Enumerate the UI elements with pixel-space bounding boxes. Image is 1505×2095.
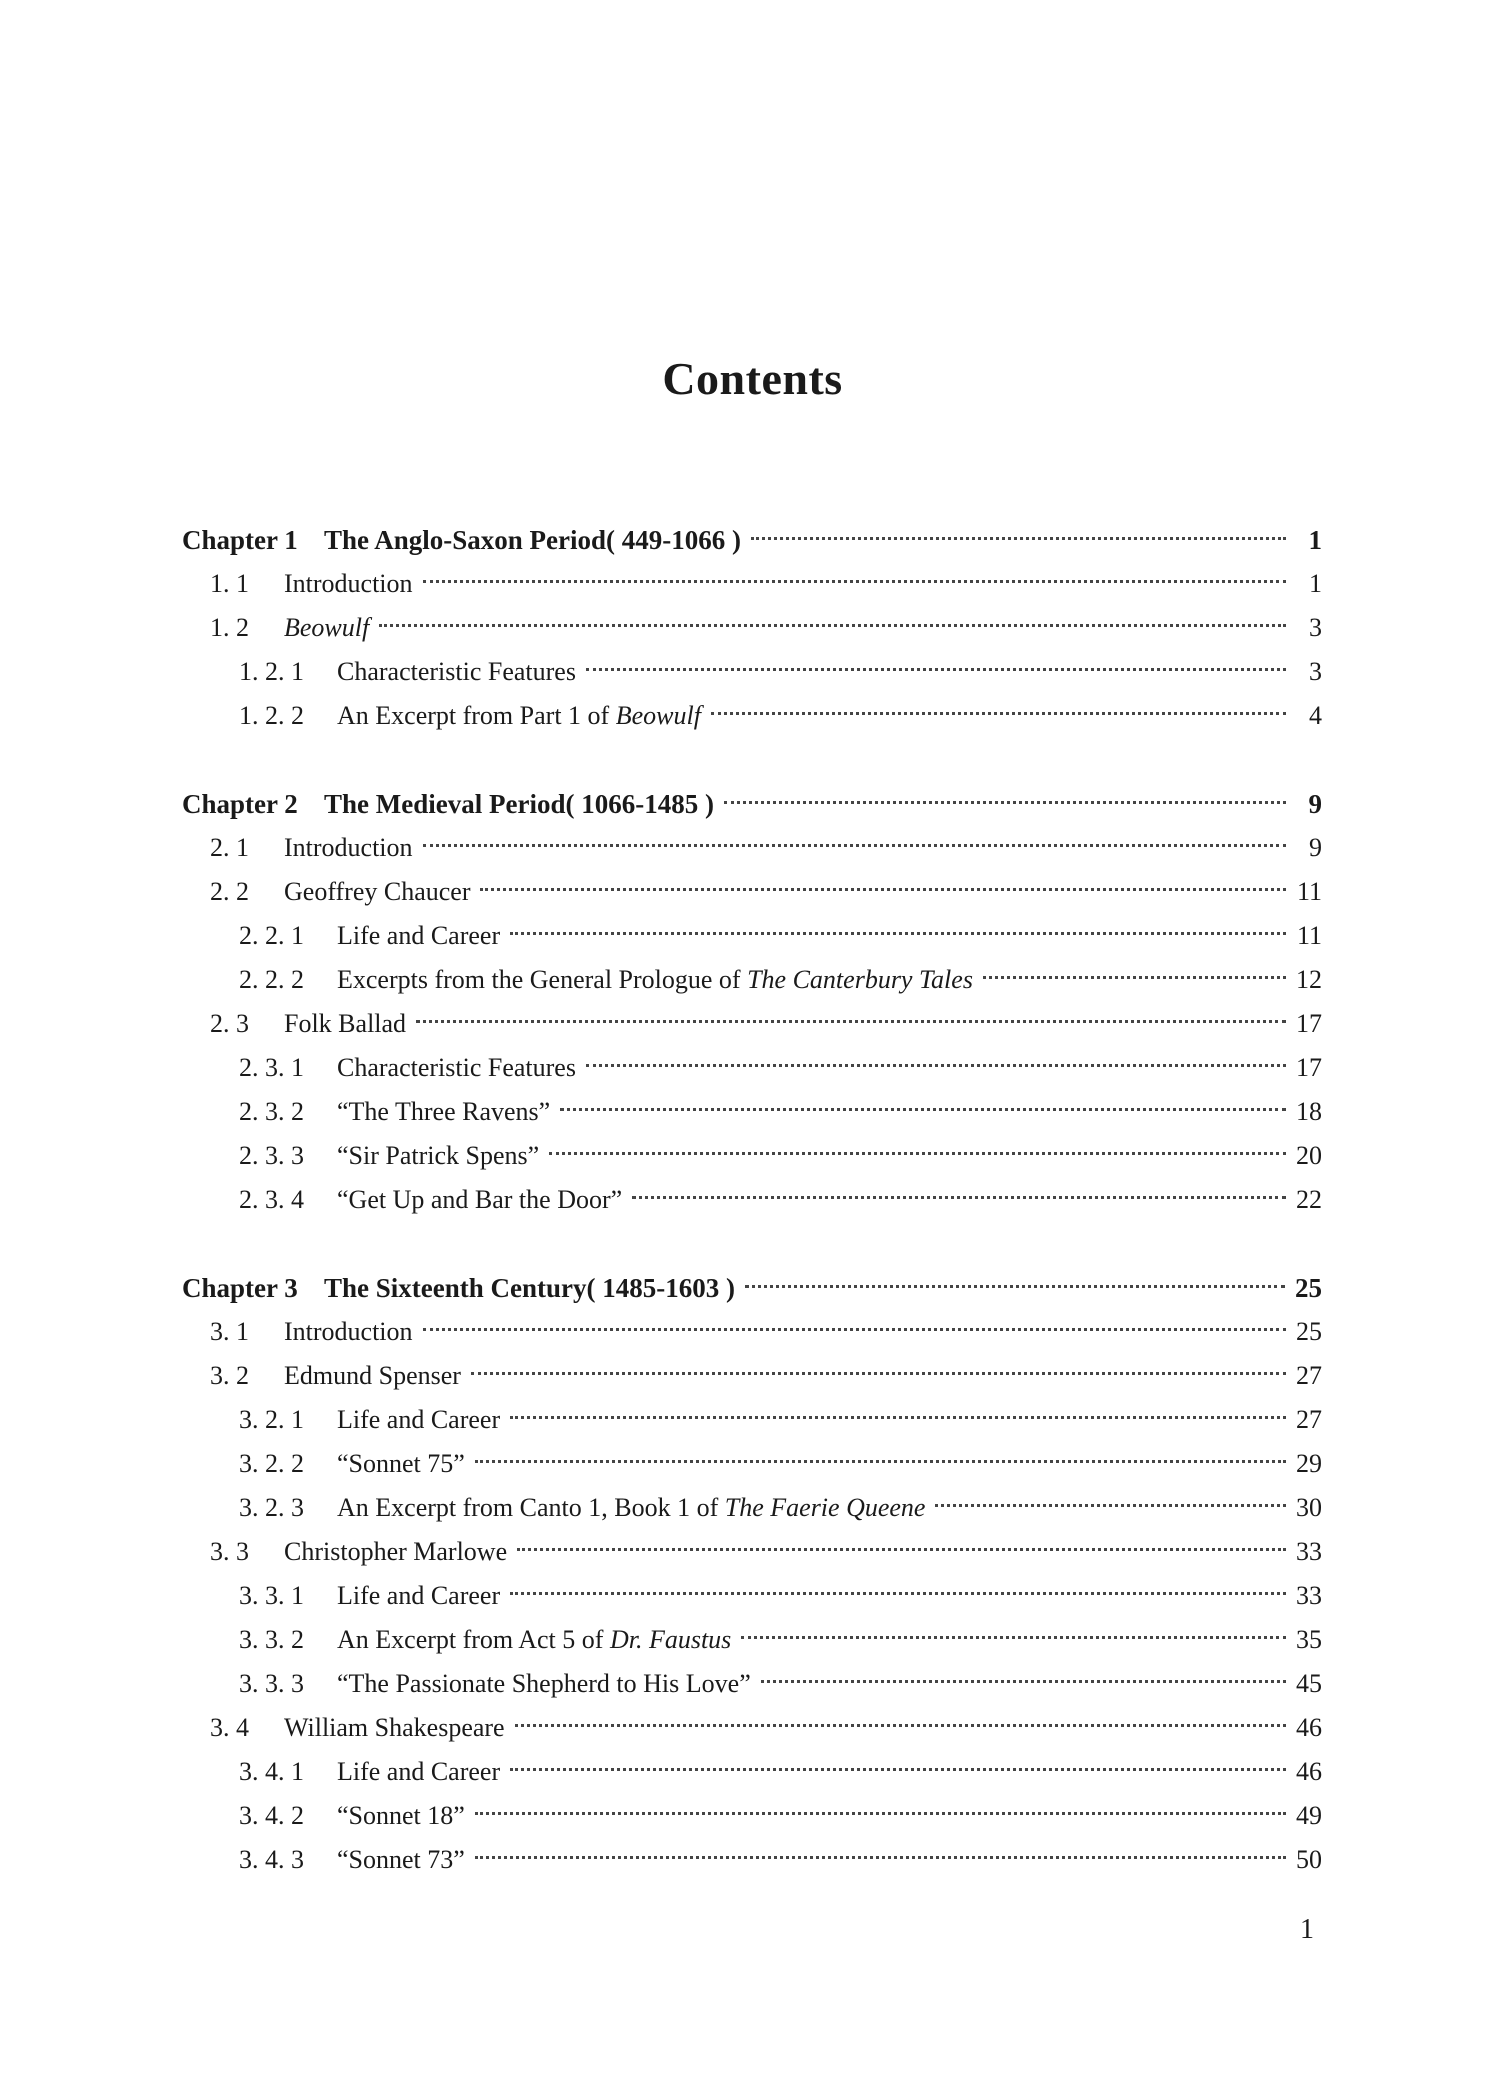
entry-title bbox=[256, 1706, 505, 1750]
entry-title bbox=[309, 1662, 751, 1706]
chapter-number: Chapter 2 bbox=[182, 789, 298, 819]
entry-page: 12 bbox=[1296, 965, 1322, 994]
chapter-page: 25 bbox=[1295, 1273, 1322, 1303]
entry-page: 3 bbox=[1309, 657, 1322, 686]
entry-page: 49 bbox=[1296, 1801, 1322, 1830]
dot-leader bbox=[510, 1768, 1286, 1771]
entry-number: 1. 1 bbox=[210, 569, 249, 598]
entry-label: “Sonnet 73” bbox=[337, 1845, 465, 1874]
entry-label: Life and Career bbox=[337, 921, 501, 950]
entry-page: 45 bbox=[1296, 1669, 1322, 1698]
dot-leader bbox=[761, 1680, 1286, 1683]
entry-page: 50 bbox=[1296, 1845, 1322, 1874]
subsection-entry bbox=[182, 1134, 1322, 1178]
chapter-heading bbox=[182, 782, 1322, 826]
entry-title bbox=[309, 1574, 500, 1618]
entry-title bbox=[309, 1134, 539, 1178]
subsection-entry bbox=[182, 1398, 1322, 1442]
section-entry bbox=[182, 1530, 1322, 1574]
dot-leader bbox=[711, 712, 1286, 715]
dot-leader bbox=[416, 1020, 1286, 1023]
entry-page: 4 bbox=[1309, 701, 1322, 730]
entry-label: Folk Ballad bbox=[284, 1009, 407, 1038]
entry-title bbox=[309, 1398, 500, 1442]
dot-leader bbox=[745, 1285, 1285, 1288]
dot-leader bbox=[741, 1636, 1286, 1639]
entry-label: Introduction bbox=[284, 1317, 413, 1346]
entry-title bbox=[309, 1838, 465, 1882]
entry-title bbox=[309, 1442, 465, 1486]
subsection-entry bbox=[182, 694, 1322, 738]
section-entry bbox=[182, 870, 1322, 914]
entry-label: Characteristic Features bbox=[337, 1053, 576, 1082]
entry-label: Geoffrey Chaucer bbox=[284, 877, 471, 906]
dot-leader bbox=[475, 1812, 1286, 1815]
entry-number: 3. 4. 1 bbox=[239, 1757, 304, 1786]
dot-leader bbox=[586, 668, 1286, 671]
dot-leader bbox=[586, 1064, 1286, 1067]
entry-label: “The Three Ravens” bbox=[337, 1097, 551, 1126]
subsection-entry bbox=[182, 1442, 1322, 1486]
page-number: 1 bbox=[1300, 1914, 1314, 1945]
dot-leader bbox=[510, 932, 1286, 935]
entry-title bbox=[256, 1354, 461, 1398]
dot-leader bbox=[510, 1592, 1286, 1595]
entry-title bbox=[256, 1530, 507, 1574]
dot-leader bbox=[549, 1152, 1286, 1155]
entry-title bbox=[309, 1794, 465, 1838]
entry-title bbox=[309, 1090, 550, 1134]
chapter-page: 9 bbox=[1308, 789, 1322, 819]
subsection-entry bbox=[182, 1838, 1322, 1882]
entry-title bbox=[309, 1618, 731, 1662]
chapter-title: The Anglo-Saxon Period( 449-1066 ) bbox=[324, 525, 742, 555]
subsection-entry bbox=[182, 1090, 1322, 1134]
entry-number: 3. 2 bbox=[210, 1361, 249, 1390]
subsection-entry bbox=[182, 958, 1322, 1002]
chapter-title: The Medieval Period( 1066-1485 ) bbox=[324, 789, 714, 819]
entry-number: 3. 3. 2 bbox=[239, 1625, 304, 1654]
section-entry bbox=[182, 1310, 1322, 1354]
entry-page: 25 bbox=[1296, 1317, 1322, 1346]
entry-page: 35 bbox=[1296, 1625, 1322, 1654]
entry-number: 2. 3. 2 bbox=[239, 1097, 304, 1126]
chapter-heading bbox=[182, 1266, 1322, 1310]
entry-label: Life and Career bbox=[337, 1757, 501, 1786]
entry-number: 3. 4 bbox=[210, 1713, 249, 1742]
dot-leader bbox=[423, 844, 1286, 847]
entry-title bbox=[309, 1178, 622, 1222]
entry-title bbox=[309, 694, 701, 738]
entry-number: 2. 2. 1 bbox=[239, 921, 304, 950]
subsection-entry bbox=[182, 1662, 1322, 1706]
section-entry bbox=[182, 606, 1322, 650]
entry-label: “Sonnet 18” bbox=[337, 1801, 465, 1830]
subsection-entry bbox=[182, 1486, 1322, 1530]
entry-number: 3. 2. 3 bbox=[239, 1493, 304, 1522]
dot-leader bbox=[517, 1548, 1286, 1551]
subsection-entry bbox=[182, 1750, 1322, 1794]
subsection-entry bbox=[182, 1794, 1322, 1838]
entry-page: 33 bbox=[1296, 1581, 1322, 1610]
section-entry bbox=[182, 1706, 1322, 1750]
chapter-heading bbox=[182, 518, 1322, 562]
entry-page: 17 bbox=[1296, 1009, 1322, 1038]
entry-number: 3. 3 bbox=[210, 1537, 249, 1566]
dot-leader bbox=[935, 1504, 1286, 1507]
entry-number: 3. 1 bbox=[210, 1317, 249, 1346]
entry-page: 9 bbox=[1309, 833, 1322, 862]
entry-number: 3. 4. 3 bbox=[239, 1845, 304, 1874]
entry-page: 46 bbox=[1296, 1757, 1322, 1786]
entry-title bbox=[309, 1486, 925, 1530]
entry-label: Introduction bbox=[284, 833, 413, 862]
entry-page: 33 bbox=[1296, 1537, 1322, 1566]
entry-italic-title: The Canterbury Tales bbox=[747, 965, 973, 994]
entry-title bbox=[309, 958, 973, 1002]
entry-number: 1. 2 bbox=[210, 613, 249, 642]
entry-label: Life and Career bbox=[337, 1581, 501, 1610]
dot-leader bbox=[510, 1416, 1286, 1419]
subsection-entry bbox=[182, 1046, 1322, 1090]
subsection-entry bbox=[182, 650, 1322, 694]
entry-label: An Excerpt from Part 1 of bbox=[337, 701, 610, 730]
entry-number: 2. 1 bbox=[210, 833, 249, 862]
entry-number: 2. 3 bbox=[210, 1009, 249, 1038]
chapter-page: 1 bbox=[1308, 525, 1322, 555]
dot-leader bbox=[471, 1372, 1286, 1375]
subsection-entry bbox=[182, 1618, 1322, 1662]
dot-leader bbox=[423, 580, 1286, 583]
entry-title bbox=[309, 1046, 576, 1090]
entry-label: Edmund Spenser bbox=[284, 1361, 461, 1390]
dot-leader bbox=[632, 1196, 1286, 1199]
entry-label: “The Passionate Shepherd to His Love” bbox=[337, 1669, 751, 1698]
entry-page: 30 bbox=[1296, 1493, 1322, 1522]
entry-number: 3. 2. 1 bbox=[239, 1405, 304, 1434]
entry-label: “Sir Patrick Spens” bbox=[337, 1141, 540, 1170]
entry-page: 3 bbox=[1309, 613, 1322, 642]
subsection-entry bbox=[182, 1574, 1322, 1618]
entry-label: Excerpts from the General Prologue of bbox=[337, 965, 741, 994]
table-of-contents bbox=[182, 518, 1322, 1882]
entry-page: 18 bbox=[1296, 1097, 1322, 1126]
entry-title bbox=[256, 1310, 413, 1354]
entry-page: 46 bbox=[1296, 1713, 1322, 1742]
entry-label: An Excerpt from Act 5 of bbox=[337, 1625, 604, 1654]
entry-title bbox=[309, 1750, 500, 1794]
entry-number: 2. 2 bbox=[210, 877, 249, 906]
entry-number: 2. 3. 3 bbox=[239, 1141, 304, 1170]
entry-title bbox=[309, 914, 500, 958]
dot-leader bbox=[515, 1724, 1286, 1727]
entry-page: 29 bbox=[1296, 1449, 1322, 1478]
dot-leader bbox=[475, 1460, 1286, 1463]
entry-italic-title: Dr. Faustus bbox=[609, 1625, 732, 1654]
entry-number: 2. 3. 4 bbox=[239, 1185, 304, 1214]
subsection-entry bbox=[182, 1178, 1322, 1222]
entry-italic-title: Beowulf bbox=[615, 701, 701, 730]
entry-title bbox=[256, 870, 470, 914]
entry-page: 27 bbox=[1296, 1361, 1322, 1390]
entry-label: An Excerpt from Canto 1, Book 1 of bbox=[337, 1493, 719, 1522]
section-entry bbox=[182, 1002, 1322, 1046]
entry-page: 27 bbox=[1296, 1405, 1322, 1434]
entry-number: 2. 3. 1 bbox=[239, 1053, 304, 1082]
dot-leader bbox=[480, 888, 1286, 891]
dot-leader bbox=[983, 976, 1286, 979]
entry-title bbox=[256, 562, 413, 606]
chapter-number: Chapter 1 bbox=[182, 525, 298, 555]
entry-label: Introduction bbox=[284, 569, 413, 598]
entry-number: 1. 2. 2 bbox=[239, 701, 304, 730]
entry-label: Characteristic Features bbox=[337, 657, 576, 686]
dot-leader bbox=[475, 1856, 1286, 1859]
entry-page: 20 bbox=[1296, 1141, 1322, 1170]
entry-label: Christopher Marlowe bbox=[284, 1537, 508, 1566]
entry-page: 11 bbox=[1296, 921, 1322, 950]
entry-page: 11 bbox=[1296, 877, 1322, 906]
entry-number: 3. 3. 1 bbox=[239, 1581, 304, 1610]
section-entry bbox=[182, 826, 1322, 870]
entry-number: 3. 4. 2 bbox=[239, 1801, 304, 1830]
entry-number: 2. 2. 2 bbox=[239, 965, 304, 994]
page-title: Contents bbox=[662, 353, 843, 404]
entry-italic-title: The Faerie Queene bbox=[724, 1493, 926, 1522]
dot-leader bbox=[379, 624, 1286, 627]
chapter-number: Chapter 3 bbox=[182, 1273, 298, 1303]
chapter-title: The Sixteenth Century( 1485-1603 ) bbox=[324, 1273, 735, 1303]
entry-page: 1 bbox=[1309, 569, 1322, 598]
entry-number: 3. 2. 2 bbox=[239, 1449, 304, 1478]
entry-label: “Sonnet 75” bbox=[337, 1449, 465, 1478]
subsection-entry bbox=[182, 914, 1322, 958]
entry-page: 22 bbox=[1296, 1185, 1322, 1214]
entry-title bbox=[256, 826, 413, 870]
entry-number: 1. 2. 1 bbox=[239, 657, 304, 686]
section-entry bbox=[182, 1354, 1322, 1398]
entry-title bbox=[256, 606, 369, 650]
section-entry bbox=[182, 562, 1322, 606]
dot-leader bbox=[751, 537, 1286, 540]
dot-leader bbox=[724, 801, 1286, 804]
entry-page: 17 bbox=[1296, 1053, 1322, 1082]
dot-leader bbox=[560, 1108, 1286, 1111]
entry-title bbox=[309, 650, 576, 694]
entry-italic-title: Beowulf bbox=[284, 613, 370, 642]
entry-label: “Get Up and Bar the Door” bbox=[337, 1185, 623, 1214]
dot-leader bbox=[423, 1328, 1286, 1331]
entry-title bbox=[256, 1002, 406, 1046]
entry-label: Life and Career bbox=[337, 1405, 501, 1434]
entry-label: William Shakespeare bbox=[284, 1713, 505, 1742]
entry-number: 3. 3. 3 bbox=[239, 1669, 304, 1698]
